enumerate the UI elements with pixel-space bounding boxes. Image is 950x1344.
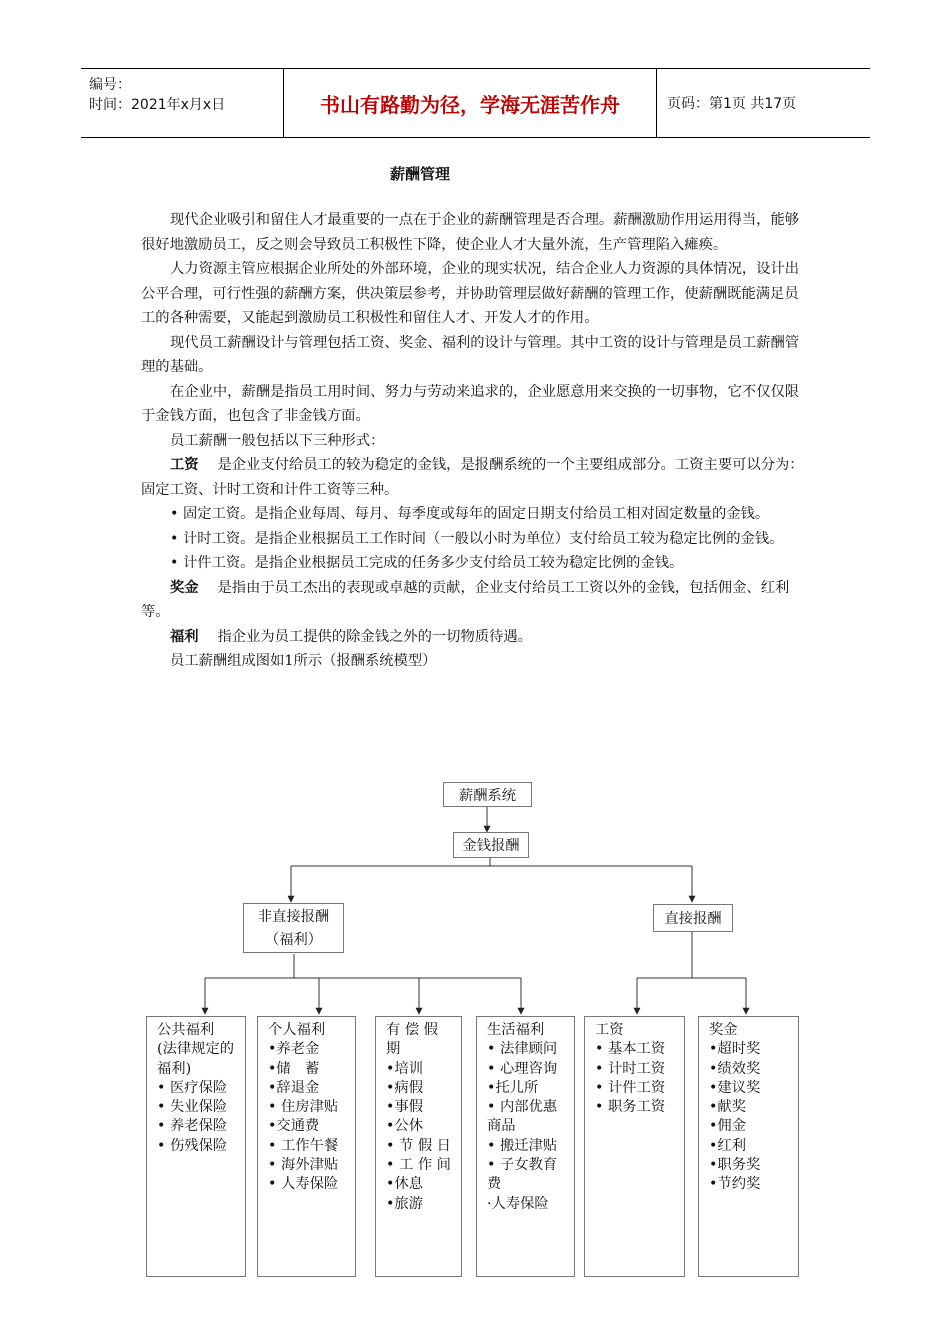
- column-title: 生活福利: [487, 1022, 545, 1038]
- list-item: • 工作午餐: [268, 1137, 339, 1154]
- figure-caption: 员工薪酬组成图如1所示（报酬系统模型）: [170, 653, 437, 669]
- list-item: •托儿所: [487, 1079, 539, 1096]
- paragraph: 员工薪酬一般包括以下三种形式：: [170, 432, 385, 449]
- hourly-wage-item: • 计时工资。是指企业根据员工工作时间（一般以小时为单位）支付给员工较为稳定比例的金钱。: [170, 530, 784, 547]
- wage-term: 工资: [170, 457, 199, 473]
- list-item: • 内部优惠商品: [487, 1099, 558, 1135]
- list-item: • 住房津贴: [268, 1099, 339, 1116]
- list-item: •献奖: [709, 1099, 747, 1116]
- piece-wage-item: • 计件工资。是指企业根据员工完成的任务多少支付给员工较为稳定比例的金钱。: [170, 555, 684, 571]
- diagram-root-box: [443, 782, 532, 807]
- paragraph: 现代员工薪酬设计与管理包括工资、奖金、福利的设计与管理。其中工资的设计与管理是员工薪酬管理的基础。: [141, 334, 800, 375]
- direct-label: 直接报酬: [664, 911, 722, 927]
- column-title: 个人福利: [268, 1022, 326, 1038]
- list-item: •培训: [386, 1060, 424, 1077]
- welfare-text: 指企业为员工提供的除金钱之外的一切物质待遇。: [217, 628, 532, 645]
- list-item: • 子女教育费: [487, 1157, 558, 1193]
- list-item: •佣金: [709, 1118, 747, 1135]
- list-item: •超时奖: [709, 1041, 761, 1058]
- wage-box: [584, 1016, 685, 1277]
- list-item: (法律规定的福利): [157, 1041, 235, 1077]
- wage-text: 是企业支付给员工的较为稳定的金钱，是报酬系统的一个主要组成部分。工资主要可以分为：固定工资、计时工资和计件工资等三种。: [141, 457, 804, 498]
- page-info: 页码：第1页 共17页: [667, 96, 797, 112]
- indirect-sublabel: （福利）: [264, 932, 323, 948]
- paragraph: 现代企业吸引和留住人才最重要的一点在于企业的薪酬管理是否合理。薪酬激励作用运用得当，能够很好地激励员工，反之则会导致员工积极性下降，使企业人才大量外流，生产管理陷入瘫痪。: [141, 212, 800, 253]
- list-item: •建议奖: [709, 1079, 761, 1096]
- list-item: • 医疗保险: [157, 1079, 228, 1096]
- list-item: •交通费: [268, 1118, 320, 1135]
- list-item: • 计时工资: [595, 1060, 666, 1077]
- list-item: •职务奖: [709, 1157, 761, 1174]
- list-item: • 基本工资: [595, 1041, 666, 1058]
- money-label: 金钱报酬: [462, 838, 520, 854]
- list-item: •休息: [386, 1176, 424, 1193]
- list-item: • 职务工资: [595, 1099, 666, 1116]
- fixed-wage-item: • 固定工资。是指企业每周、每月、每季度或每年的固定日期支付给员工相对固定数量的金钱。: [170, 506, 770, 522]
- public-welfare-box: [146, 1016, 246, 1277]
- direct-reward-box: [653, 904, 733, 932]
- list-item: • 海外津贴: [268, 1157, 339, 1174]
- list-item: •事假: [386, 1099, 424, 1116]
- indirect-reward-box: [243, 903, 344, 953]
- number-label: 编号：: [89, 77, 131, 93]
- list-item: •红利: [709, 1137, 747, 1154]
- column-title: 有 偿 假 期: [386, 1022, 438, 1058]
- money-reward-box: [453, 832, 529, 858]
- list-item: • 人寿保险: [268, 1176, 339, 1193]
- bonus-term: 奖金: [170, 579, 199, 596]
- list-item: • 计件工资: [595, 1079, 666, 1096]
- list-item: •节约奖: [709, 1176, 761, 1193]
- column-title: 公共福利: [157, 1022, 215, 1038]
- list-item: •病假: [386, 1079, 424, 1096]
- bonus-box: [698, 1016, 799, 1277]
- list-item: •储 蓄: [268, 1060, 320, 1077]
- list-item: • 搬迁津贴: [487, 1137, 558, 1154]
- list-item: • 伤残保险: [157, 1137, 228, 1154]
- list-item: •公休: [386, 1118, 424, 1135]
- root-label: 薪酬系统: [458, 787, 517, 804]
- welfare-term: 福利: [170, 628, 199, 645]
- list-item: •旅游: [386, 1195, 424, 1212]
- header-motto: 书山有路勤为径，学海无涯苦作舟: [320, 92, 620, 117]
- paid-leave-box: [375, 1016, 462, 1277]
- list-item: • 工 作 间: [386, 1157, 451, 1174]
- list-item: • 心理咨询: [487, 1060, 558, 1077]
- personal-welfare-box: [257, 1016, 356, 1277]
- paragraph: 人力资源主管应根据企业所处的外部环境，企业的现实状况，结合企业人力资源的具体情况，设计出公平合理，可行性强的薪酬方案，供决策层参考，并协助管理层做好薪酬的管理工作，使薪酬既能满足员工的各种需要，又能起到激励员工积极性和留住人才、开发人才的作用。: [141, 261, 800, 326]
- column-title: 奖金: [709, 1022, 738, 1038]
- list-item: • 养老保险: [157, 1118, 228, 1135]
- document-title: 薪酬管理: [389, 165, 450, 183]
- list-item: • 失业保险: [157, 1099, 228, 1116]
- column-title: 工资: [595, 1022, 624, 1038]
- paragraph: 在企业中，薪酬是指员工用时间、努力与劳动来追求的，企业愿意用来交换的一切事物，它不仅仅限于金钱方面，也包含了非金钱方面。: [141, 383, 800, 424]
- list-item: •绩效奖: [709, 1060, 761, 1077]
- list-item: • 法律顾问: [487, 1041, 558, 1058]
- life-welfare-box: [476, 1016, 575, 1277]
- time-label: 时间：2021年x月x日: [89, 97, 226, 113]
- list-item: •养老金: [268, 1041, 320, 1058]
- list-item: ·人寿保险: [487, 1195, 549, 1212]
- bonus-text: 是指由于员工杰出的表现或卓越的贡献，企业支付给员工工资以外的金钱，包括佣金、红利等。: [141, 579, 790, 620]
- list-item: • 节 假 日: [386, 1137, 451, 1154]
- list-item: •辞退金: [268, 1079, 320, 1096]
- indirect-label: 非直接报酬: [257, 909, 330, 925]
